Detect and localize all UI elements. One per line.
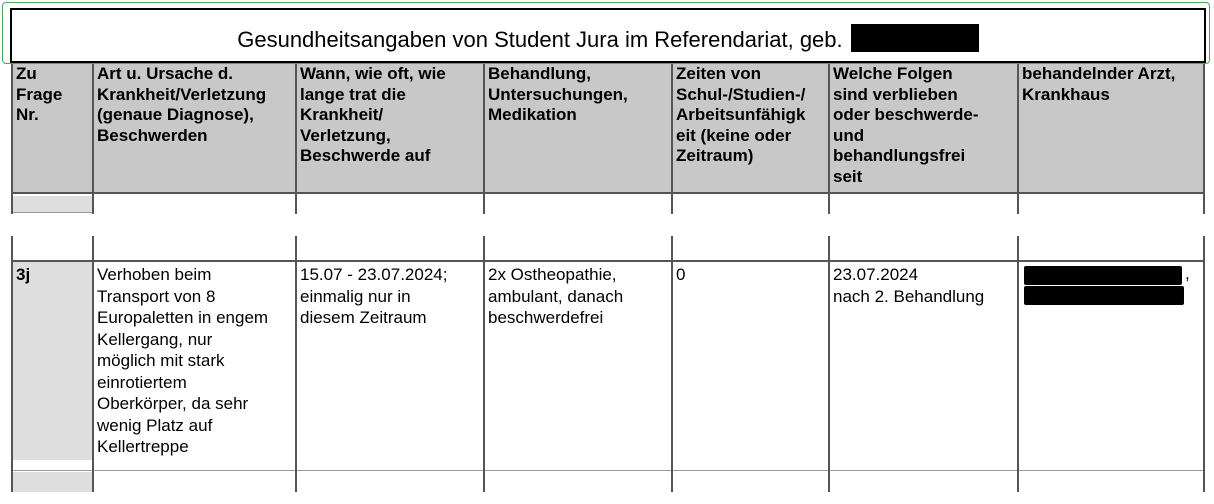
cell-zeiten: 0: [676, 265, 686, 284]
redacted-arzt-line-2: [1024, 286, 1184, 305]
cell-ursache: Verhoben beim Transport von 8 Europaletten in engem Kellergang, nur möglich mit stark einrotiertem Oberkörper, da sehr wenig Platz auf Kellertreppe: [97, 265, 269, 456]
column-divider: [1203, 236, 1205, 492]
cell-frage-nr: 3j: [16, 265, 31, 284]
column-divider: [1017, 236, 1019, 492]
column-divider: [483, 64, 485, 214]
first-col-fill: [12, 196, 92, 212]
header-ursache: Art u. Ursache d. Krankheit/Verletzung (genaue Diagnose), Beschwerden: [93, 64, 296, 192]
column-divider: [828, 64, 830, 214]
row-divider: [12, 212, 92, 213]
header-wann: Wann, wie oft, wie lange trat die Krankheit/ Verletzung, Beschwerde auf: [296, 64, 484, 192]
first-col-fill: [12, 262, 92, 460]
column-divider: [1017, 64, 1019, 214]
column-divider: [11, 64, 13, 214]
header-behandlung: Behandlung, Untersuchungen, Medikation: [484, 64, 672, 192]
header-arzt: behandelnder Arzt, Krankhaus: [1018, 64, 1204, 192]
cell-folgen: 23.07.2024 nach 2. Behandlung: [833, 265, 985, 306]
header-folgen: Welche Folgen sind verblieben oder beschwerde- und behandlungsfrei seit: [829, 64, 1018, 192]
first-col-fill: [12, 472, 92, 492]
row-divider: [12, 260, 1204, 262]
row-divider: [12, 192, 1204, 194]
document-title-text: Gesundheitsangaben von Student Jura im Referendariat, geb.: [237, 27, 843, 52]
cell-behandlung: 2x Ostheopathie, ambulant, danach beschwerdefrei: [488, 265, 624, 327]
row-divider: [12, 470, 1204, 471]
column-divider: [1203, 64, 1205, 214]
column-divider: [92, 64, 94, 214]
header-zeiten: Zeiten von Schul-/Studien-/ Arbeitsunfähigk eit (keine oder Zeitraum): [672, 64, 829, 192]
redacted-arzt-line-1: [1024, 266, 1182, 285]
column-divider: [671, 64, 673, 214]
column-divider: [295, 64, 297, 214]
header-frage-nr: Zu Frage Nr.: [12, 64, 93, 192]
cell-arzt-comma: ,: [1185, 264, 1190, 283]
cell-wann: 15.07 - 23.07.2024; einmalig nur in diesem Zeitraum: [300, 265, 448, 327]
